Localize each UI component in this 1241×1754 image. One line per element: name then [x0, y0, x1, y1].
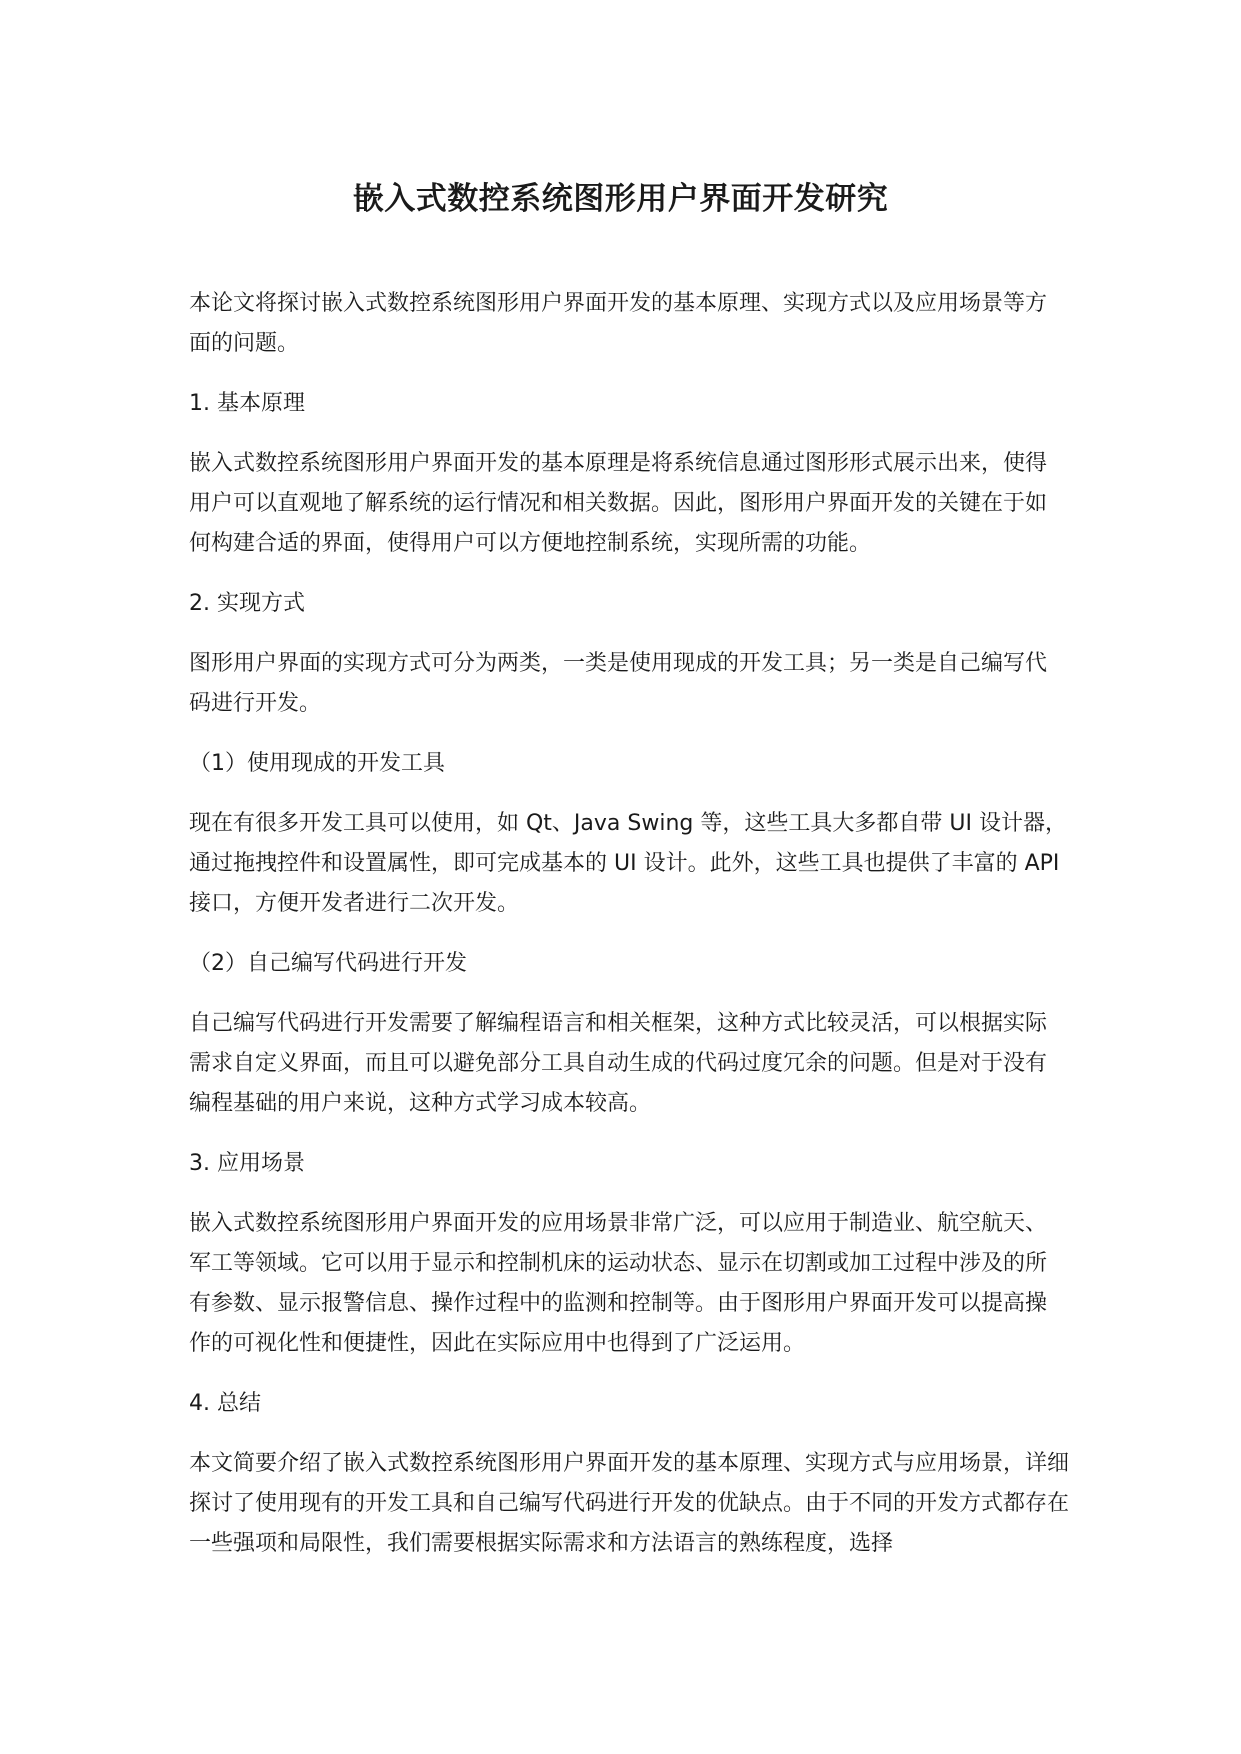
subsection-heading-existing-tools: （1）使用现成的开发工具	[189, 751, 445, 776]
section-heading-implementation: 2. 实现方式	[189, 591, 305, 616]
section-body-summary: 本文简要介绍了嵌入式数控系统图形用户界面开发的基本原理、实现方式与应用场景，详细探讨了使用现有的开发工具和自己编写代码进行开发的优缺点。由于不同的开发方式都存在一些强项和局限性，我们需要根据实际需求和方法语言的熟练程度，选择	[189, 1451, 1070, 1556]
section-body-basic-principle: 嵌入式数控系统图形用户界面开发的基本原理是将系统信息通过图形形式展示出来，使得用户可以直观地了解系统的运行情况和相关数据。因此，图形用户界面开发的关键在于如何构建合适的界面，使得用户可以方便地控制系统，实现所需的功能。	[189, 451, 1048, 556]
intro-paragraph: 本论文将探讨嵌入式数控系统图形用户界面开发的基本原理、实现方式以及应用场景等方面的问题。	[189, 291, 1048, 356]
document-title: 嵌入式数控系统图形用户界面开发研究	[352, 181, 889, 217]
section-body-application-scenarios: 嵌入式数控系统图形用户界面开发的应用场景非常广泛，可以应用于制造业、航空航天、军工等领域。它可以用于显示和控制机床的运动状态、显示在切割或加工过程中涉及的所有参数、显示报警信息、操作过程中的监测和控制等。由于图形用户界面开发可以提高操作的可视化性和便捷性，因此在实际应用中也得到了广泛运用。	[189, 1211, 1048, 1356]
section-body-implementation: 图形用户界面的实现方式可分为两类，一类是使用现成的开发工具；另一类是自己编写代码进行开发。	[189, 651, 1048, 716]
subsection-body-custom-code: 自己编写代码进行开发需要了解编程语言和相关框架，这种方式比较灵活，可以根据实际需求自定义界面，而且可以避免部分工具自动生成的代码过度冗余的问题。但是对于没有编程基础的用户来说，这种方式学习成本较高。	[189, 1011, 1048, 1116]
document-body	[189, 284, 1079, 1584]
section-heading-basic-principle: 1. 基本原理	[189, 391, 305, 416]
subsection-heading-custom-code: （2）自己编写代码进行开发	[189, 951, 467, 976]
section-heading-summary: 4. 总结	[189, 1391, 261, 1416]
section-heading-application-scenarios: 3. 应用场景	[189, 1151, 305, 1176]
subsection-body-existing-tools: 现在有很多开发工具可以使用，如 Qt、Java Swing 等，这些工具大多都自带 UI 设计器，通过拖拽控件和设置属性，即可完成基本的 UI 设计。此外，这些工具也提供了丰富的 API 接口，方便开发者进行二次开发。	[189, 811, 1067, 916]
